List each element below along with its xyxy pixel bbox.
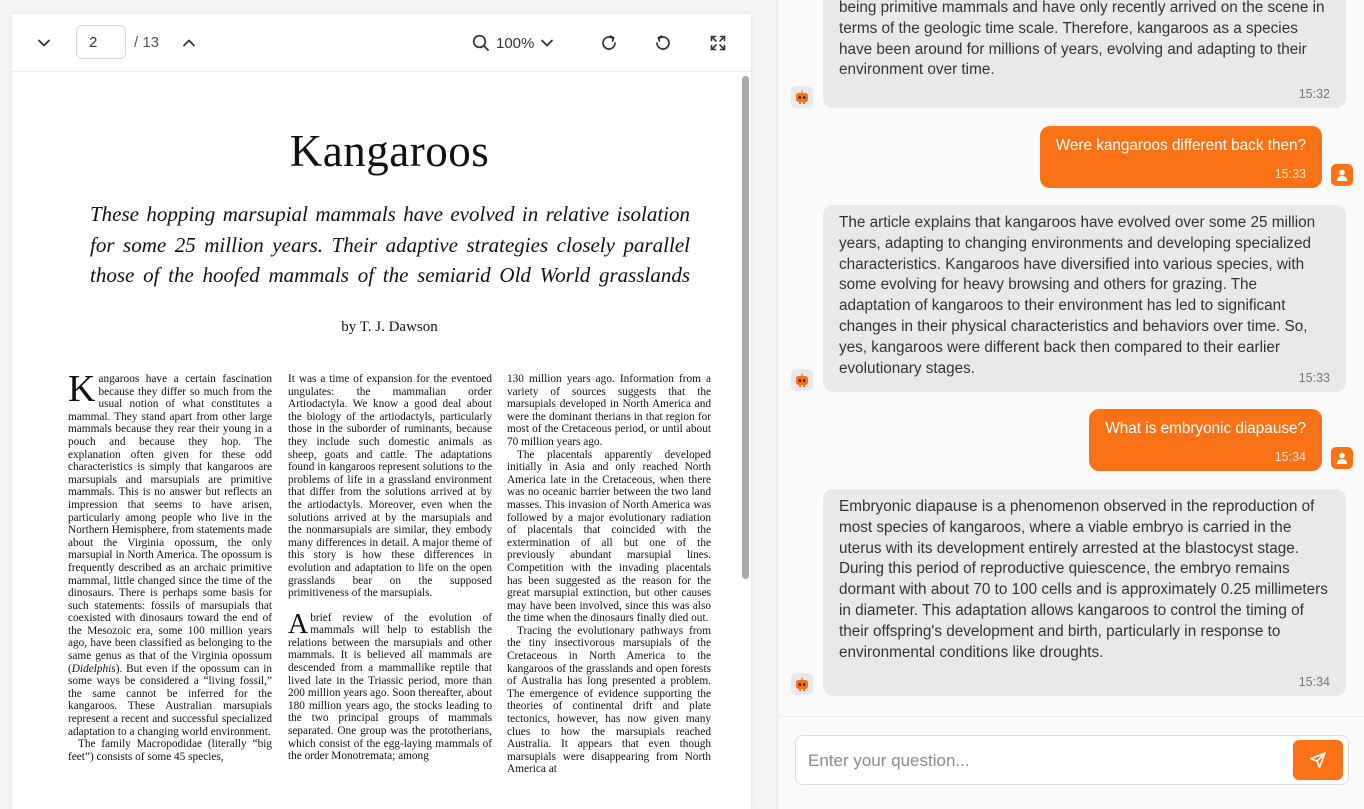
chevron-up-icon	[182, 36, 196, 50]
message-time: 15:34	[1274, 450, 1306, 464]
toggle-sidebar-button[interactable]	[29, 28, 59, 58]
article-subtitle: These hopping marsupial mammals have evolved in relative isolation for some 25 million years. Their adaptive strategies closely parallel those of the hoofed mammals of the semiarid Old World grasslands	[90, 202, 690, 287]
send-icon	[1309, 751, 1327, 769]
rotate-ccw-icon	[654, 34, 672, 52]
drop-cap: A	[288, 608, 309, 640]
bot-avatar	[791, 673, 813, 695]
message-time: 15:33	[1298, 371, 1330, 385]
message-list	[778, 0, 1364, 716]
user-icon	[1335, 451, 1349, 465]
chevron-down-icon	[540, 36, 554, 50]
article-column-1	[68, 368, 272, 763]
article-column-3	[507, 373, 711, 776]
search-icon	[472, 34, 490, 52]
article-column-2	[288, 373, 492, 763]
bot-message	[823, 0, 1346, 108]
message-time: 15:34	[1298, 675, 1330, 689]
article-paragraph: 130 million years ago. Information from a variety of sources suggests that the marsupials developed in North America and were the dominant therians in that region for most of the Cretaceous period, or until about 70 million years ago.	[507, 373, 711, 448]
message-time: 15:33	[1274, 167, 1306, 181]
page-number-input[interactable]	[76, 25, 126, 59]
fullscreen-button[interactable]	[703, 28, 733, 58]
rotate-counterclockwise-button[interactable]	[648, 28, 678, 58]
article-paragraph: The placentals apparently developed initially in Asia and only reached North America late in the Cretaceous, when there was no oceanic barrier between the two land masses. This invasion of North America was followed by a major evolutionary radiation of placentals that coincided with the extermination of all but one of the previously abundant marsupial lines. Competition with the invading placentals has been suggested as the reason for the great marsupial extinction, but other causes may have been involved, since this was also the time when the dinosaurs finally died out.	[507, 448, 711, 625]
user-icon	[1335, 168, 1349, 182]
message-text: Were kangaroos different back then?	[1055, 137, 1306, 154]
zoom-value: 100%	[496, 34, 535, 52]
article-author: by T. J. Dawson	[341, 319, 438, 335]
bot-message	[823, 205, 1346, 392]
article-title: Kangaroos	[289, 126, 490, 176]
chevron-down-icon	[37, 36, 51, 50]
pdf-page	[12, 73, 740, 809]
chat-input-area	[778, 716, 1364, 809]
previous-page-button[interactable]	[174, 28, 204, 58]
article-paragraph: The family Macropodidae (literally “big feet”) consists of some 45 species,	[68, 738, 272, 763]
send-button[interactable]	[1293, 740, 1343, 780]
article-paragraph: Tracing the evolutionary pathways from the tiny insectivorous marsupials of the Cretaceous in North America to the kangaroos of the grasslands and open forests of Australia has long presented a problem. The emergence of evidence supporting the theories of continental drift and plate tectonics, however, has now given many clues to how the marsupials reached Australia. It appears that even though marsupials were disappearing from North America at	[507, 624, 711, 776]
zoom-control[interactable]	[472, 28, 554, 58]
bot-icon	[794, 676, 810, 692]
rotate-cw-icon	[600, 34, 618, 52]
pdf-scrollbar[interactable]	[742, 76, 749, 579]
drop-cap: K	[68, 368, 96, 410]
user-avatar	[1331, 447, 1353, 469]
article-paragraph: Kangaroos have a certain fascination because they differ so much from the usual notion of what constitutes a mammal. They stand apart from other large mammals because they rear their young in a pouch and because they hop. The explanation often given for these odd characteristics is simply that kangaroos are marsupials and marsupials are primitive mammals. This is no answer but reflects an impression that seems to have arisen, particularly among people who live in the Northern Hemisphere, from statements made about the Virginia opossum, the only marsupial in North America. The opossum is frequently described as an archaic primitive mammal, little changed since the time of the dinosaurs. There is perhaps some basis for such statements: fossils of marsupials that coexisted with dinosaurs toward the end of the Mesozoic era, some 100 million years ago, have been classified as belonging to the same genus as that of the Virginia opossum (Didelphis). But even if the opossum can in some ways be considered a “living fossil,” the same cannot be inferred for the kangaroos. These Australian marsupials represent a recent and successful specialized adaptation to a changing world environment.	[68, 368, 272, 738]
pdf-viewer	[12, 14, 751, 809]
message-time: 15:32	[1298, 87, 1330, 101]
pdf-toolbar	[12, 14, 751, 72]
article-paragraph: A brief review of the evolution of mammals will help to establish the relations between the marsupials and other mammals. It is believed all mammals are descended from a mammallike reptile that lived late in the Triassic period, more than 200 million years ago. Soon thereafter, about 180 million years ago, the stocks leading to the two principal groups of mammals separated. One group was the prototherians, which consist of the egg-laying mammals of the order Monotremata; among	[288, 608, 492, 763]
bot-icon	[794, 89, 810, 105]
user-avatar	[1331, 164, 1353, 186]
user-message	[1089, 409, 1322, 471]
bot-icon	[794, 372, 810, 388]
article-paragraph: It was a time of expansion for the eventoed ungulates: the mammalian order Artiodactyla. We know a good deal about the biology of the artiodactyls, particularly those in the suborder of ruminants, because they include such domestic animals as sheep, goats and cattle. The adaptations found in kangaroos represent solutions to the problems of life in a grassland environment that differ from the solutions arrived at by the artiodactyls. Moreover, even when the solutions arrived at by the marsupials and the nonmarsupials are similar, they embody many differences in detail. A major theme of this story is how these differences in evolution and adaptation to life on the open grasslands bear on the supposed primitiveness of the marsupials.	[288, 373, 492, 600]
message-text: The article explains that kangaroos have evolved over some 25 million years, adapting to changing environments and developing specialized characteristics. Kangaroos have diversified into various species, with some evolving for heavy browsing and others for grazing. The adaptation of kangaroos to their environment has led to significant changes in their physical characteristics and behaviors over time. So, yes, kangaroos were different back then compared to their earlier evolutionary stages.	[839, 214, 1316, 377]
message-text: What is embryonic diapause?	[1105, 420, 1306, 437]
rotate-clockwise-button[interactable]	[594, 28, 624, 58]
fullscreen-icon	[709, 34, 727, 52]
message-text: Embryonic diapause is a phenomenon observed in the reproduction of most species of kangaroos, where a viable embryo is carried in the uterus with its development entirely arrested at the blastocyst stage. During this period of reproductive quiescence, the embryo remains dormant with about 70 to 100 cells and is approximately 0.25 millimeters in diameter. This adaptation allows kangaroos to control the timing of their offspring's development and birth, particularly in response to environmental conditions like droughts.	[839, 498, 1328, 661]
user-message	[1040, 126, 1322, 188]
bot-avatar	[791, 369, 813, 391]
message-text: being primitive mammals and have only recently arrived on the scene in terms of the geologic time scale. Therefore, kangaroos as a species have been around for millions of years, evolving and adapting to their environment over time.	[839, 0, 1325, 79]
chat-panel	[777, 0, 1364, 809]
question-input[interactable]	[808, 748, 1288, 774]
bot-avatar	[791, 86, 813, 108]
bot-message	[823, 489, 1346, 696]
page-total: / 13	[134, 34, 160, 51]
question-input-box	[795, 735, 1349, 785]
